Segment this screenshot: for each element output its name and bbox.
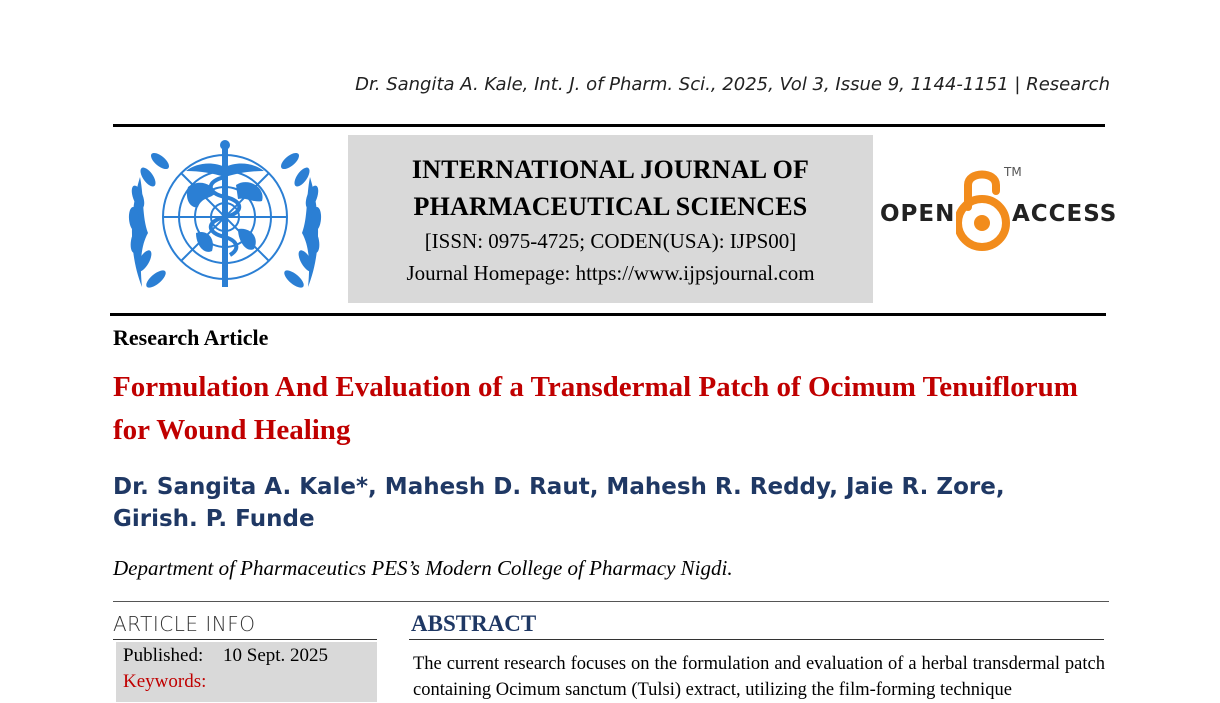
author-list: Dr. Sangita A. Kale*, Mahesh D. Raut, Mahesh R. Reddy, Jaie R. Zore, Girish. P. Funde (113, 474, 1005, 532)
open-access-logo (880, 163, 1118, 253)
article-type: Research Article (113, 325, 269, 350)
abstract-rule (409, 639, 1104, 640)
article-info-heading: ARTICLE INFO (113, 612, 256, 636)
journal-issn: [ISSN: 0975-4725; CODEN(USA): IJPS00] (424, 229, 797, 253)
published-label: Published: (123, 645, 204, 666)
abstract-text: The current research focuses on the formulation and evaluation of a herbal transdermal patch containing Ocimum sanctum (Tulsi) extract, utilizing the film-forming technique (413, 654, 1105, 700)
published-date: 10 Sept. 2025 (223, 645, 329, 666)
open-access-open-text: OPEN (880, 201, 956, 227)
keywords-label: Keywords: (123, 671, 207, 692)
section-divider (113, 601, 1109, 602)
abstract-heading: ABSTRACT (411, 611, 537, 636)
open-access-tm: TM (1004, 165, 1022, 179)
journal-title-line-1: INTERNATIONAL JOURNAL OF (411, 155, 810, 184)
header-rule-bottom (110, 313, 1106, 316)
journal-emblem-logo (126, 137, 324, 305)
journal-homepage[interactable]: Journal Homepage: https://www.ijpsjournal.com (406, 261, 815, 285)
journal-masthead (348, 135, 873, 303)
article-title: Formulation And Evaluation of a Transdermal Patch of Ocimum Tenuiflorum for Wound Healing (113, 371, 1078, 446)
article-info-rule (113, 639, 377, 640)
published-row (123, 645, 328, 667)
affiliation: Department of Pharmaceutics PES’s Modern College of Pharmacy Nigdi. (113, 556, 733, 580)
journal-title-line-2: PHARMACEUTICAL SCIENCES (413, 192, 808, 221)
open-access-access-text: ACCESS (1012, 201, 1118, 227)
running-header: Dr. Sangita A. Kale, Int. J. of Pharm. Sci., 2025, Vol 3, Issue 9, 1144-1151 | Research (355, 74, 1110, 95)
header-rule-top (113, 124, 1105, 127)
